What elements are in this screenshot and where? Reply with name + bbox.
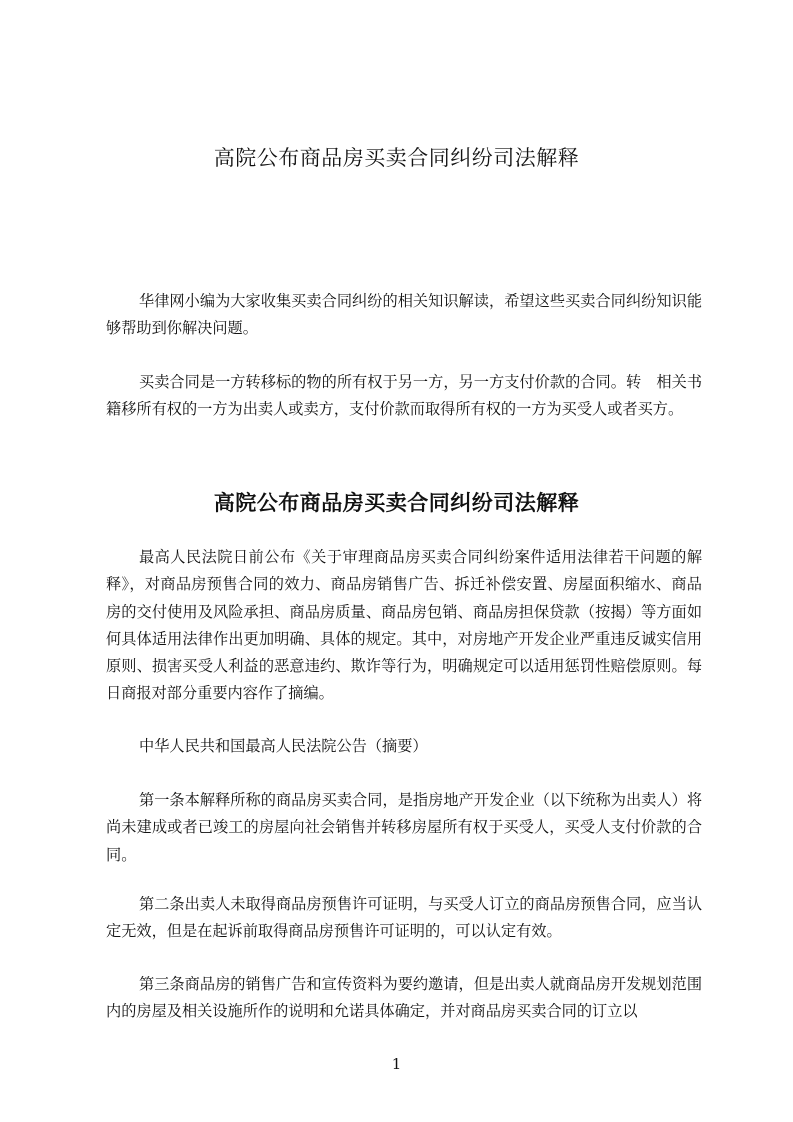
- definition-paragraph: 买卖合同是一方转移标的物的所有权于另一方，另一方支付价款的合同。转 相关书籍移所有权的一方为出卖人或卖方，支付价款而取得所有权的一方为买受人或者买方。: [106, 373, 702, 419]
- document-title: 高院公布商品房买卖合同纠纷司法解释: [213, 146, 580, 170]
- section-title: 高院公布商品房买卖合同纠纷司法解释: [213, 491, 580, 515]
- summary-paragraph: 最高人民法院日前公布《关于审理商品房买卖合同纠纷案件适用法律若干问题的解释》，对商品房预售合同的效力、商品房销售广告、拆迁补偿安置、房屋面积缩水、商品房的交付使用及风险承担、商品房质量、商品房包销、商品房担保贷款（按揭）等方面如何具体适用法律作出更加明确、具体的规定。其中，对房地产开发企业严重违反诚实信用原则、损害买受人利益的恶意违约、欺诈等行为，明确规定可以适用惩罚性赔偿原则。每日商报对部分重要内容作了摘编。: [106, 548, 702, 703]
- page-number: 1: [391, 1055, 402, 1073]
- announcement-heading: 中华人民共和国最高人民法院公告（摘要）: [139, 737, 428, 755]
- article-3-paragraph: 第三条商品房的销售广告和宣传资料为要约邀请，但是出卖人就商品房开发规划范围内的房屋及相关设施所作的说明和允诺具体确定，并对商品房买卖合同的订立以: [106, 975, 702, 1021]
- article-1-paragraph: 第一条本解释所称的商品房买卖合同，是指房地产开发企业（以下统称为出卖人）将尚未建成或者已竣工的房屋向社会销售并转移房屋所有权于买受人，买受人支付价款的合同。: [106, 791, 702, 864]
- article-2-paragraph: 第二条出卖人未取得商品房预售许可证明，与买受人订立的商品房预售合同，应当认定无效，但是在起诉前取得商品房预售许可证明的，可以认定有效。: [106, 895, 702, 941]
- intro-paragraph: 华律网小编为大家收集买卖合同纠纷的相关知识解读，希望这些买卖合同纠纷知识能够帮助到你解决问题。: [106, 292, 702, 338]
